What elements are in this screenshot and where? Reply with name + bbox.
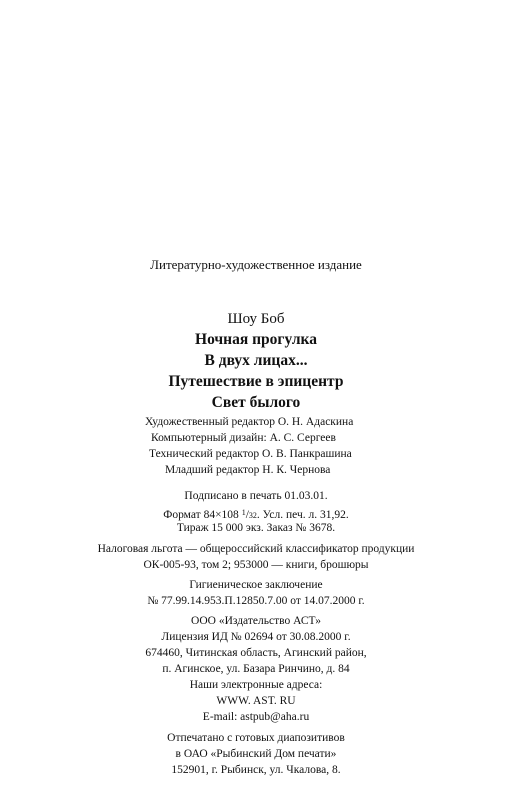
edition-type: Литературно-художественное издание <box>150 257 362 272</box>
tax-line-1: Налоговая льгота — общероссийский классификатор продукции <box>97 543 415 555</box>
book-title-4: Свет былого <box>211 394 301 411</box>
format-prefix: Формат 84×108 <box>163 509 242 521</box>
credit-art-editor: Художественный редактор О. Н. Адаскина <box>145 416 354 428</box>
book-title-1: Ночная прогулка <box>195 331 317 348</box>
publisher-name: ООО «Издательство АСТ» <box>191 615 321 627</box>
credits-block <box>145 414 375 478</box>
format-fraction-top: 1 <box>241 508 246 517</box>
hygiene-line-1: Гигиеническое заключение <box>189 579 323 591</box>
printer-line-1: Отпечатано с готовых диапозитивов <box>167 732 345 744</box>
book-title-3: Путешествие в эпицентр <box>168 373 344 390</box>
hygiene-line-2: № 77.99.14.953.П.12850.7.00 от 14.07.2000 г. <box>147 595 365 607</box>
tax-line-2: ОК-005-93, том 2; 953000 — книги, брошюры <box>143 559 369 571</box>
format-suffix: . Усл. печ. л. 31,92. <box>256 509 349 521</box>
publisher-address-2: п. Агинское, ул. Базара Ринчино, д. 84 <box>162 663 350 675</box>
publisher-web-label: Наши электронные адреса: <box>189 679 323 691</box>
publisher-website: WWW. AST. RU <box>216 695 296 707</box>
signed-to-print: Подписано в печать 01.03.01. <box>184 490 328 502</box>
printer-line-3: 152901, г. Рыбинск, ул. Чкалова, 8. <box>171 764 341 776</box>
book-title-2: В двух лицах... <box>204 352 308 369</box>
printer-line-2: в ОАО «Рыбинский Дом печати» <box>175 748 337 760</box>
credit-junior-editor: Младший редактор Н. К. Чернова <box>165 464 331 476</box>
print-run: Тираж 15 000 экз. Заказ № 3678. <box>176 522 336 534</box>
publisher-license: Лицензия ИД № 02694 от 30.08.2000 г. <box>161 631 351 643</box>
publisher-email: E-mail: astpub@aha.ru <box>202 711 310 723</box>
format-line: Формат 84×108 $^1$/32. Усл. печ. л. 31,92. <box>163 508 349 521</box>
author-name: Шоу Боб <box>227 311 285 327</box>
credit-tech-editor: Технический редактор О. В. Панкрашина <box>149 448 352 460</box>
publisher-address-1: 674460, Читинская область, Агинский район, <box>145 647 367 659</box>
credit-computer-design: Компьютерный дизайн: А. С. Сергеев <box>151 432 336 444</box>
format-fraction-bottom: 32 <box>248 511 257 520</box>
